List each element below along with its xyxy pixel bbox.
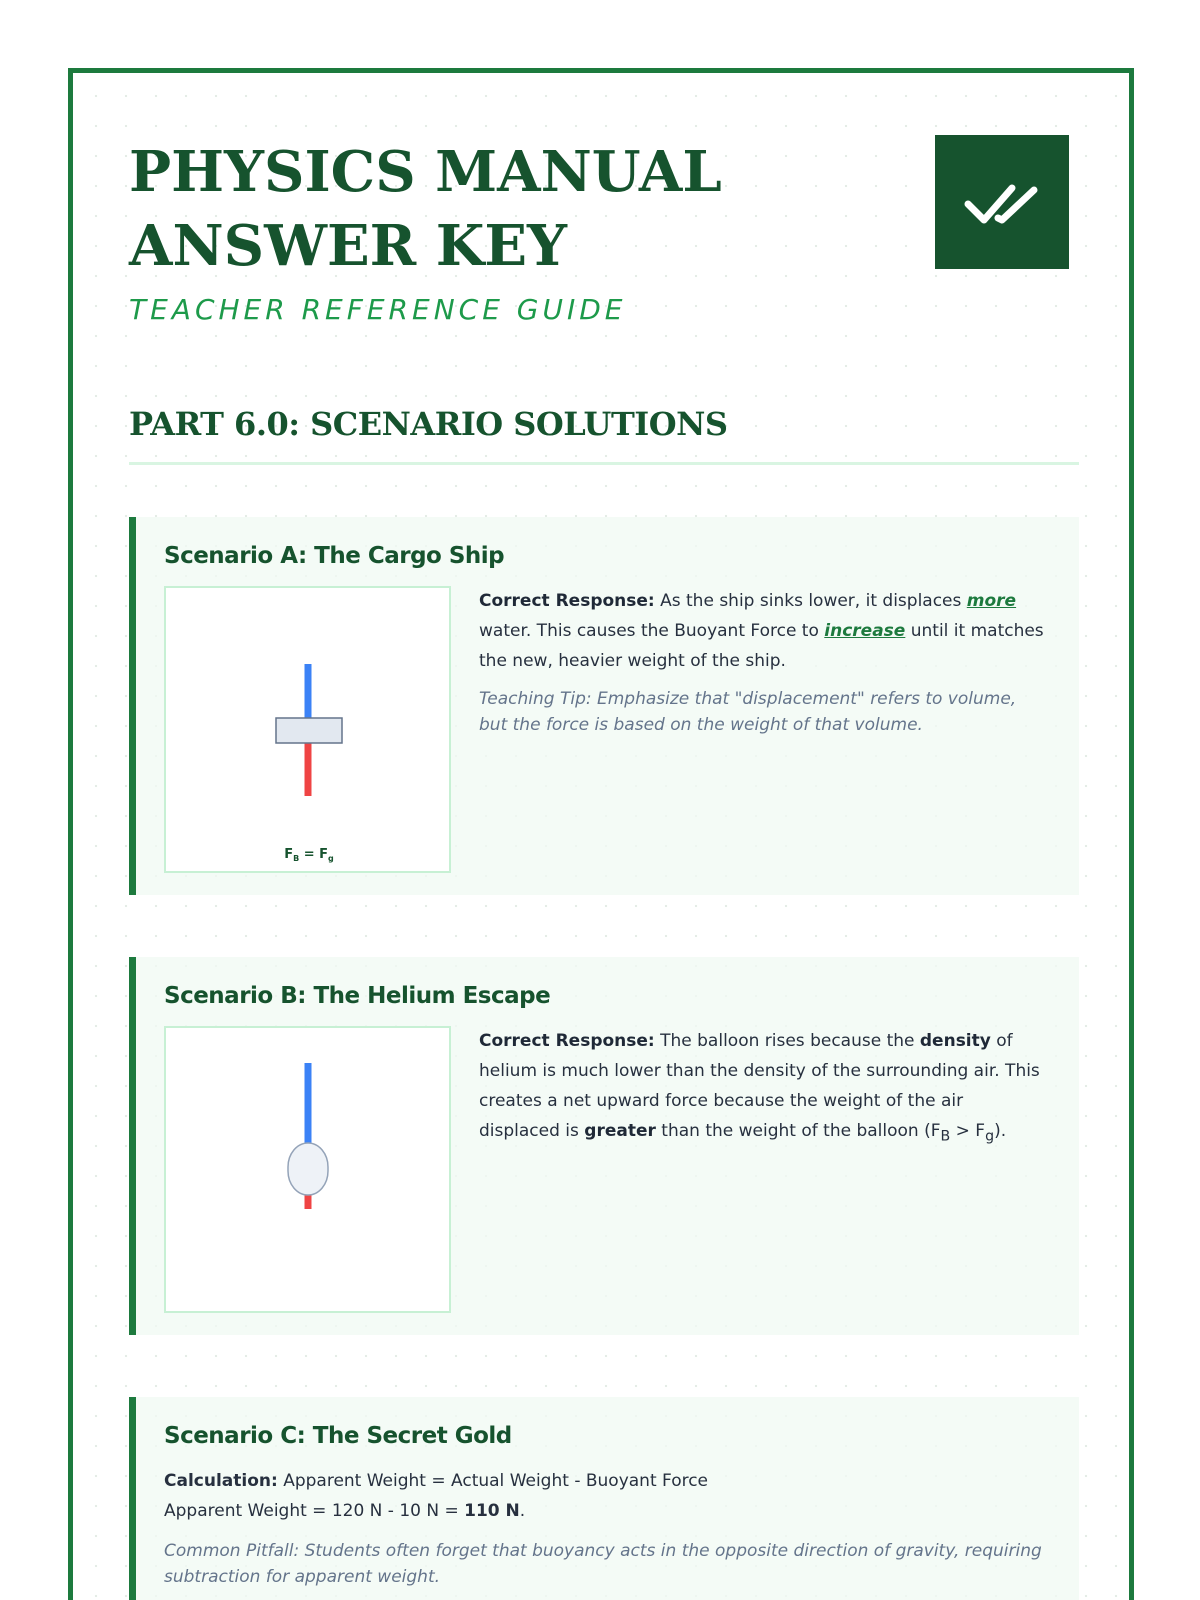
balloon-shape	[288, 1143, 328, 1195]
balloon-force-svg	[166, 1028, 453, 1315]
scenario-a-title: Scenario A: The Cargo Ship	[164, 543, 505, 569]
scenario-b-title: Scenario B: The Helium Escape	[164, 983, 551, 1009]
balloon-force-diagram	[164, 1026, 451, 1313]
title-line-2: ANSWER KEY	[129, 213, 568, 279]
force-balance-label: $F_B = F_g$	[284, 847, 334, 863]
scenario-b-response: Correct Response: The balloon rises because the density of helium is much lower than the density of the surrounding air. This creates a net upward force because the weight of the air displaced is greater than the weight of the balloon $(F_B > F_g)$.	[479, 1031, 1040, 1145]
ship-force-svg	[166, 588, 453, 875]
emphasis-greater: greater	[584, 1121, 656, 1141]
calculation-label: Calculation:	[164, 1471, 278, 1491]
page-subtitle: TEACHER REFERENCE GUIDE	[129, 293, 627, 326]
emphasis-more: more	[966, 591, 1017, 611]
section-title: PART 6.0: SCENARIO SOLUTIONS	[129, 405, 728, 443]
scenario-a-response: Correct Response: As the ship sinks lower, it displaces more water. This causes the Buoyant Force to increase until it matches the new, heavier weight of the ship.	[479, 591, 1044, 671]
section-divider	[129, 462, 1079, 465]
scenario-c-title: Scenario C: The Secret Gold	[164, 1423, 512, 1449]
page-title	[129, 135, 1069, 283]
response-label: Correct Response:	[479, 1031, 655, 1051]
response-label: Correct Response:	[479, 591, 655, 611]
scenario-card-a	[129, 517, 1079, 895]
header	[129, 135, 1069, 335]
scenario-card-c	[129, 1397, 1079, 1600]
calculation-line-1: Calculation: Apparent Weight = Actual Weight - Buoyant Force	[164, 1471, 709, 1491]
emphasis-density: density	[919, 1031, 991, 1051]
emphasis-increase: increase	[824, 621, 906, 641]
ship-force-diagram	[164, 586, 451, 873]
scenario-card-b	[129, 957, 1079, 1335]
answer-key-badge	[935, 135, 1069, 269]
double-check-icon	[962, 172, 1042, 232]
teaching-tip: Teaching Tip: Emphasize that "displacement" refers to volume, but the force is based on the weight of that volume.	[479, 689, 1017, 735]
answer-key-page	[68, 68, 1134, 1600]
calculation-result: 110 N	[464, 1501, 520, 1521]
ship-block	[276, 718, 342, 743]
title-line-1: PHYSICS MANUAL	[129, 139, 722, 205]
calculation-line-2: Apparent Weight = 120 N - 10 N = 110 N.	[164, 1501, 526, 1521]
common-pitfall: Common Pitfall: Students often forget that buoyancy acts in the opposite direction of gravity, requiring subtraction for apparent weight.	[164, 1541, 1042, 1587]
